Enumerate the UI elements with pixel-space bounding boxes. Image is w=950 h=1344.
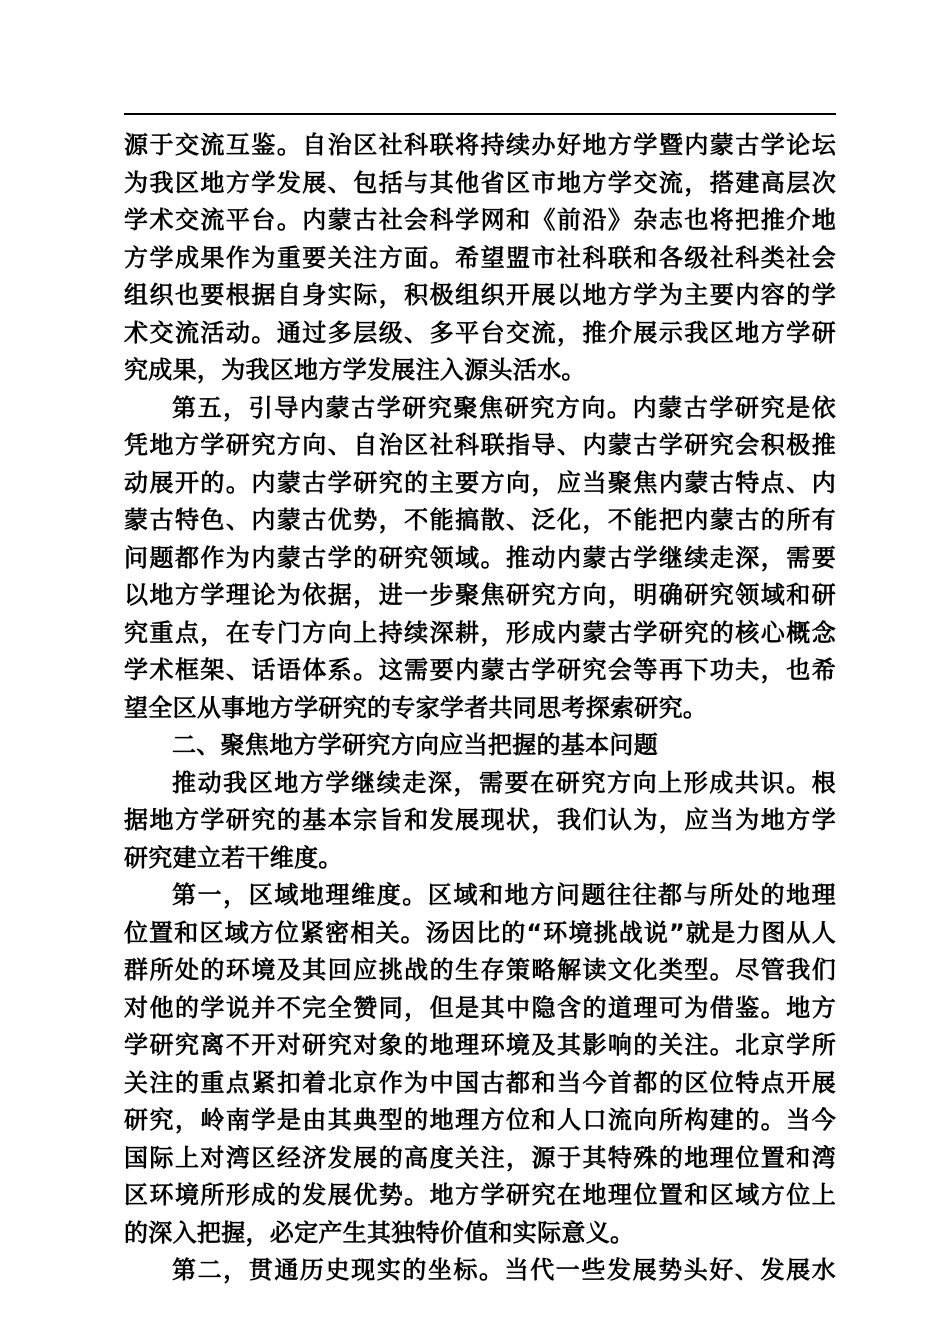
paragraph-line: 学研究离不开对研究对象的地理环境及其影响的关注。北京学所 (124, 1031, 836, 1059)
paragraph-line: 方学成果作为重要关注方面。希望盟市社科联和各级社科类社会 (124, 243, 836, 272)
paragraph-line: 群所处的环境及其回应挑战的生存策略解读文化类型。尽管我们 (124, 956, 836, 984)
paragraph-line: 的深入把握，必定产生其独特价值和实际意义。 (124, 1218, 635, 1247)
paragraph-line: 组织也要根据自身实际，积极组织开展以地方学为主要内容的学 (124, 281, 836, 309)
paragraph-line: 区环境所形成的发展优势。地方学研究在地理位置和区域方位上 (124, 1181, 836, 1209)
paragraph-line: 国际上对湾区经济发展的高度关注，源于其特殊的地理位置和湾 (124, 1143, 836, 1172)
paragraph-line: 以地方学理论为依据，进一步聚焦研究方向，明确研究领域和研 (124, 581, 836, 609)
paragraph-line: 究成果，为我区地方学发展注入源头活水。 (124, 356, 586, 384)
paragraph-line: 据地方学研究的基本宗旨和发展现状，我们认为，应当为地方学 (124, 806, 836, 834)
paragraph-line: 位置和区域方位紧密相关。汤因比的“环境挑战说”就是力图从人 (124, 918, 836, 947)
paragraph-line: 学术框架、话语体系。这需要内蒙古学研究会等再下功夫，也希 (124, 656, 836, 684)
paragraph-line: 推动我区地方学继续走深，需要在研究方向上形成共识。根 (172, 768, 836, 797)
paragraph-line: 学术交流平台。内蒙古社会科学网和《前沿》杂志也将把推介地 (124, 206, 836, 234)
paragraph-line: 第五，引导内蒙古学研究聚焦研究方向。内蒙古学研究是依 (172, 393, 836, 422)
paragraph-line: 研究建立若干维度。 (124, 843, 343, 872)
paragraph-line: 蒙古特色、内蒙古优势，不能搞散、泛化，不能把内蒙古的所有 (124, 506, 836, 534)
paragraph-line: 动展开的。内蒙古学研究的主要方向，应当聚焦内蒙古特点、内 (124, 468, 836, 497)
paragraph-line: 第一，区域地理维度。区域和地方问题往往都与所处的地理 (172, 881, 836, 909)
paragraph-line: 源于交流互鉴。自治区社科联将持续办好地方学暨内蒙古学论坛 (124, 131, 836, 159)
paragraph-line: 为我区地方学发展、包括与其他省区市地方学交流，搭建高层次 (124, 168, 836, 197)
paragraph-line: 问题都作为内蒙古学的研究领域。推动内蒙古学继续走深，需要 (124, 543, 836, 572)
paragraph-line: 究重点，在专门方向上持续深耕，形成内蒙古学研究的核心概念 (124, 618, 836, 647)
paragraph-line: 研究，岭南学是由其典型的地理方位和人口流向所构建的。当今 (124, 1106, 836, 1134)
paragraph-line: 望全区从事地方学研究的专家学者共同思考探索研究。 (124, 693, 708, 722)
header-rule (124, 113, 836, 115)
section-heading: 二、聚焦地方学研究方向应当把握的基本问题 (172, 731, 658, 759)
paragraph-line: 凭地方学研究方向、自治区社科联指导、内蒙古学研究会积极推 (124, 431, 836, 459)
document-body (124, 127, 836, 1290)
paragraph-line: 关注的重点紧扣着北京作为中国古都和当今首都的区位特点开展 (124, 1068, 836, 1097)
paragraph-line: 第二，贯通历史现实的坐标。当代一些发展势头好、发展水 (172, 1256, 836, 1284)
paragraph-line: 术交流活动。通过多层级、多平台交流，推介展示我区地方学研 (124, 318, 836, 347)
paragraph-line: 对他的学说并不完全赞同，但是其中隐含的道理可为借鉴。地方 (124, 993, 836, 1022)
